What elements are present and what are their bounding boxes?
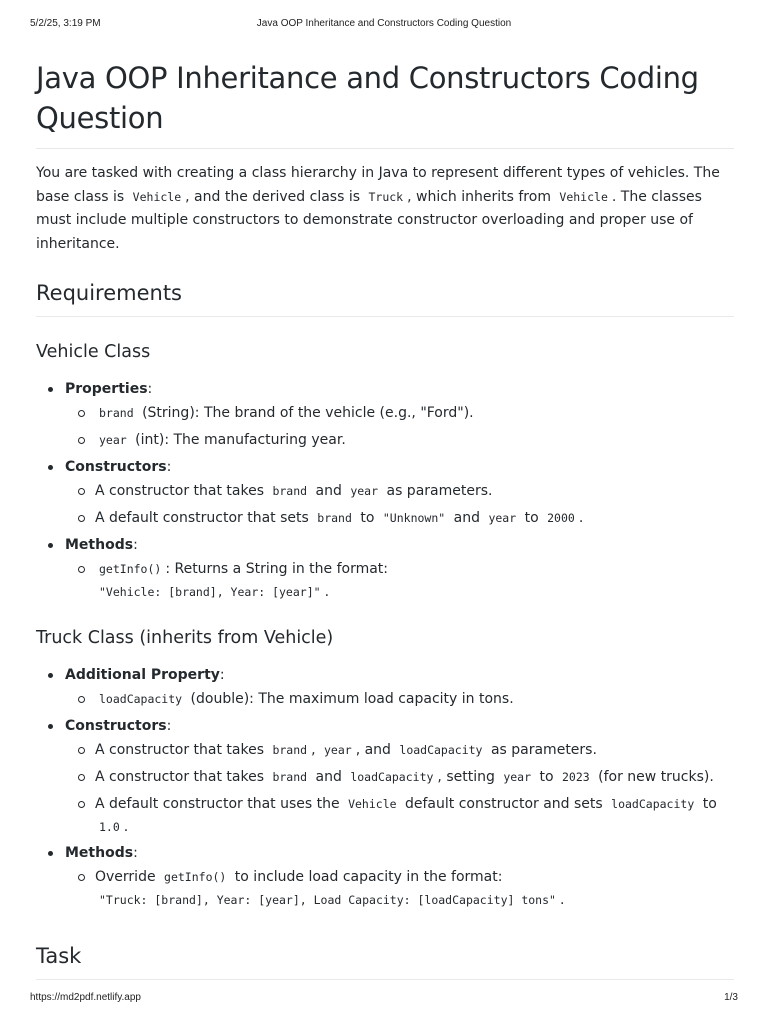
list-item [65,765,734,789]
list-item [65,865,734,911]
inline-code: Truck [368,189,404,204]
item-text: . [324,584,330,600]
vehicle-class-heading: Vehicle Class [36,342,151,362]
list-item [65,738,734,762]
item-text: A constructor that takes [95,742,264,758]
item-text: , setting [437,769,495,785]
methods-label: Methods [65,845,134,861]
list-item: Properties: brand (String): The brand of the vehicle (e.g., "Ford"). year (int): The manufacturing year. [36,377,734,452]
truck-class-heading: Truck Class (inherits from Vehicle) [36,628,334,648]
inline-code: year [99,433,127,447]
item-text: : Returns a String in the format: [165,561,389,577]
intro-text-3: , which inherits from [407,188,551,205]
item-text: and [315,769,342,785]
sub-list [65,557,734,603]
format-line [95,581,734,603]
print-title: Java OOP Inheritance and Constructors Coding Question [256,18,512,29]
inline-code: "Vehicle: [brand], Year: [year]" [99,585,321,599]
list-item [65,687,734,711]
list-item: Constructors: A constructor that takes brand , year , and loadCapacity as parameters. A constructor that takes brand and loadCapacity , setting year to 2023 (for new trucks). A default constructor that uses the Vehicle default constructor and sets loadCapacity to 1.0 . [36,714,734,838]
sub-list [65,479,734,530]
item-text: to [360,510,375,526]
continuation-line [95,816,734,838]
task-heading: Task [36,941,734,980]
inline-code: "Unknown" [382,511,446,525]
item-text: A constructor that takes [95,483,264,499]
constructors-label: Constructors [65,718,167,734]
footer-url: https://md2pdf.netlify.app [30,992,141,1003]
intro-text-1: You are tasked with creating a class hierarchy in Java to represent different types of vehicles. The base class is [36,165,720,205]
item-text: and [315,483,342,499]
inline-code: Vehicle [348,797,397,811]
list-item: Additional Property: loadCapacity (double): The maximum load capacity in tons. [36,663,734,711]
inline-code: brand [272,484,308,498]
inline-code: brand [272,743,308,757]
page-title: Java OOP Inheritance and Constructors Coding Question [36,58,734,149]
item-text: . [123,819,129,835]
inline-code: 1.0 [99,820,120,834]
item-text: to include load capacity in the format: [234,869,503,885]
inline-code: 2023 [561,770,590,784]
intro-text-2: , and the derived class is [185,188,361,205]
item-text: to [702,796,717,812]
item-text: and [453,510,480,526]
item-text: as parameters. [490,742,597,758]
inline-code: Vehicle [559,189,608,204]
item-text: as parameters. [386,483,493,499]
inline-code: loadCapacity [350,770,434,784]
inline-code: year [503,770,532,784]
constructors-label: Constructors [65,459,167,475]
inline-code: brand [99,406,134,420]
list-item [65,401,734,425]
sub-list [65,687,734,711]
inline-code: brand [272,770,308,784]
additional-property-label: Additional Property [65,667,220,683]
item-text: to [539,769,554,785]
item-text: (double): The maximum load capacity in tons. [190,691,514,707]
item-text: Override [95,869,156,885]
item-text: . [559,892,565,908]
sub-list [65,865,734,911]
inline-code: loadCapacity [399,743,483,757]
inline-code: "Truck: [brand], Year: [year], Load Capacity: [loadCapacity] tons" [99,893,556,907]
print-datetime: 5/2/25, 3:19 PM [30,18,101,29]
list-item [65,792,734,838]
item-text: to [524,510,539,526]
inline-code: loadCapacity [611,797,695,811]
list-item [65,557,734,603]
list-item [65,479,734,503]
format-line [95,889,734,911]
footer-page-number: 1/3 [724,992,738,1003]
item-text: A constructor that takes [95,769,264,785]
item-text: A default constructor that uses the [95,796,340,812]
inline-code: getInfo() [99,562,162,576]
item-text: , and [355,742,391,758]
item-text: default constructor and sets [405,796,603,812]
vehicle-list [36,377,734,603]
list-item [65,506,734,530]
inline-code: Vehicle [132,189,182,204]
inline-code: year [488,511,517,525]
inline-code: brand [317,511,352,525]
inline-code: year [350,484,379,498]
list-item [65,428,734,452]
intro-paragraph [36,162,734,256]
inline-code: 2000 [547,511,575,525]
sub-list [65,401,734,452]
intro-text-4: . The classes must include multiple constructors to demonstrate constructor overloading and proper use of inheritance. [36,188,702,252]
inline-code: getInfo() [164,870,227,884]
item-text: . [578,510,584,526]
list-item: Constructors: A constructor that takes brand and year as parameters. A default constructor that sets brand to "Unknown" and year to 2000 . [36,455,734,530]
inline-code: loadCapacity [99,692,183,706]
methods-label: Methods [65,537,134,553]
list-item: Methods: getInfo() : Returns a String in the format: "Vehicle: [brand], Year: [year]" . [36,533,734,603]
sub-list [65,738,734,838]
item-text: (int): The manufacturing year. [135,432,346,448]
requirements-heading: Requirements [36,278,734,317]
inline-code: year [323,743,352,757]
item-text: A default constructor that sets [95,510,309,526]
properties-label: Properties [65,381,148,397]
item-text: (String): The brand of the vehicle (e.g., "Ford"). [142,405,474,421]
item-text: , [311,742,316,758]
item-text: (for new trucks). [598,769,714,785]
truck-list [36,663,734,911]
document-body [36,58,734,980]
list-item: Methods: Override getInfo() to include load capacity in the format: "Truck: [brand], Year: [year], Load Capacity: [loadCapacity] tons" . [36,841,734,911]
